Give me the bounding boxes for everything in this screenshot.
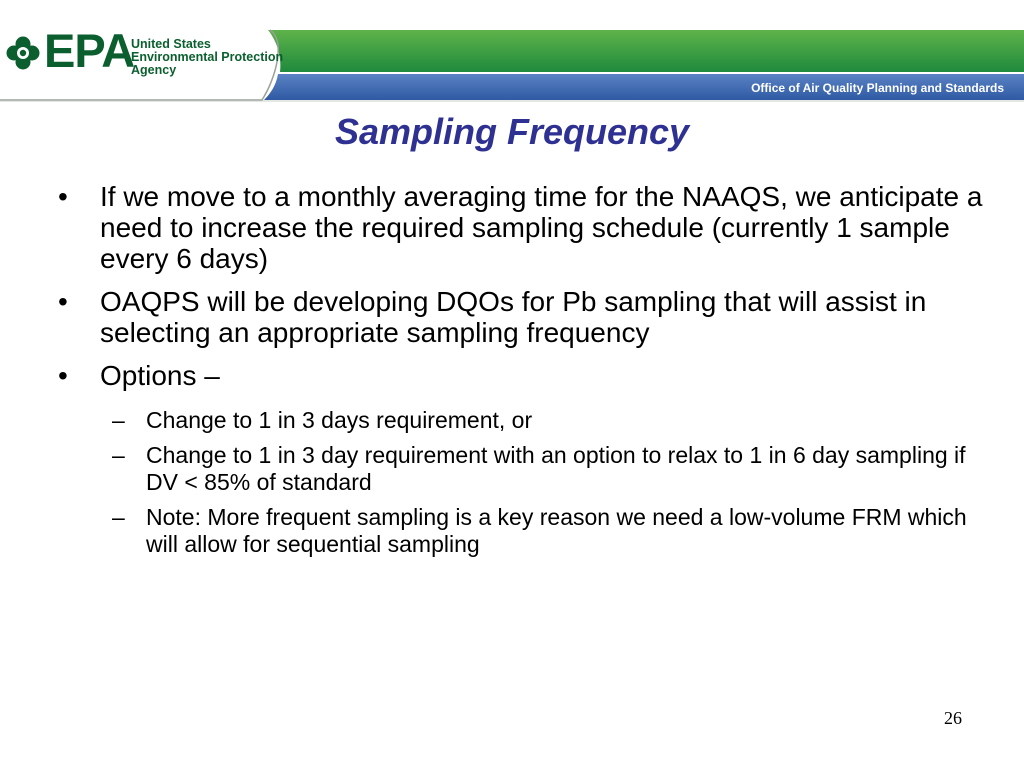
agency-name-line-2: Environmental Protection xyxy=(131,50,284,64)
bullet-marker: • xyxy=(58,286,68,317)
agency-name-line-3: Agency xyxy=(131,63,177,77)
sub-bullet-marker: – xyxy=(112,442,125,468)
bullet-marker: • xyxy=(58,181,68,212)
page-number: 26 xyxy=(944,708,962,728)
sub-bullet-item xyxy=(100,504,990,558)
sub-bullet-item xyxy=(100,407,990,434)
bullet-text: If we move to a monthly averaging time for the NAAQS, we anticipate a need to increase the required sampling schedule (currently 1 sample every 6 days) xyxy=(100,181,983,274)
bullet-list xyxy=(58,181,998,395)
green-band xyxy=(268,30,1024,72)
sub-bullet-text: Note: More frequent sampling is a key reason we need a low-volume FRM which will allow for sequential sampling xyxy=(146,504,967,557)
bullet-item xyxy=(58,181,998,274)
slide-title: Sampling Frequency xyxy=(334,111,690,152)
sub-bullet-marker: – xyxy=(112,407,125,433)
bullet-text: OAQPS will be developing DQOs for Pb sampling that will assist in selecting an appropriate sampling frequency xyxy=(100,286,927,348)
sub-bullet-list xyxy=(100,407,990,566)
bullet-marker: • xyxy=(58,360,68,391)
office-name: Office of Air Quality Planning and Standards xyxy=(751,81,1004,95)
sub-bullet-text: Change to 1 in 3 days requirement, or xyxy=(146,407,533,433)
bullet-item xyxy=(58,360,998,391)
bullet-item xyxy=(58,286,998,348)
sub-bullet-marker: – xyxy=(112,504,125,530)
agency-name-line-1: United States xyxy=(131,37,211,51)
sub-bullet-text: Change to 1 in 3 day requirement with an option to relax to 1 in 6 day sampling if DV < 85% of standard xyxy=(146,442,966,495)
bullet-text: Options – xyxy=(100,360,220,391)
epa-logo-word: EPA xyxy=(44,24,135,77)
sub-bullet-item xyxy=(100,442,990,496)
